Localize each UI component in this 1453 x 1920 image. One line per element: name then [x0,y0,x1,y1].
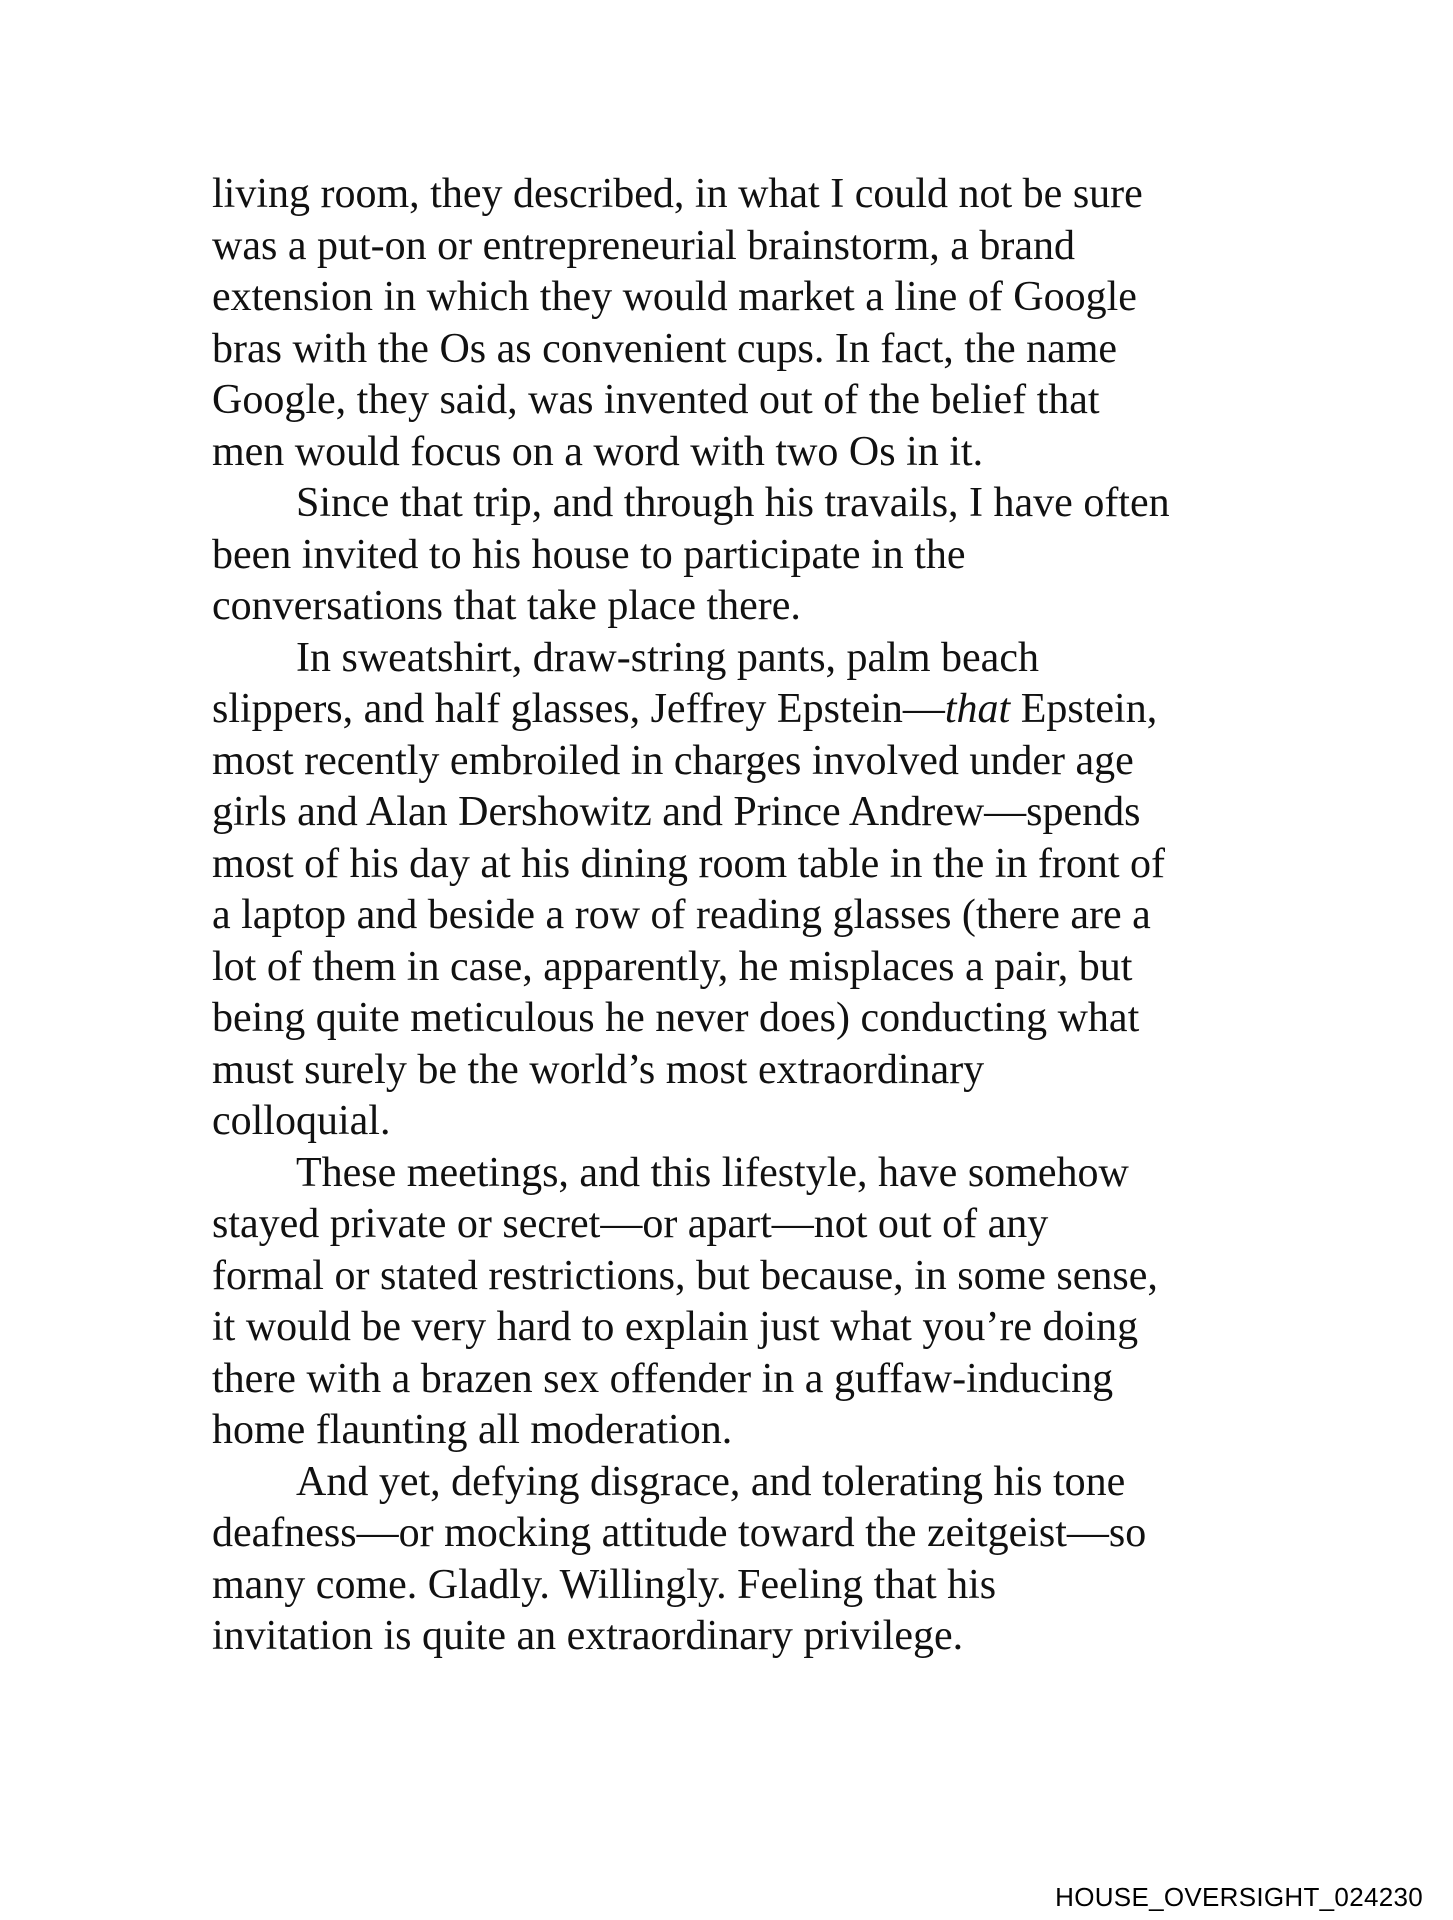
paragraph [212,169,1262,478]
text-line: stayed private or secret—or apart—not out of any [212,1201,1049,1247]
text-line: most of his day at his dining room table in the in front of [212,840,1166,887]
text-line: living room, they described, in what I could not be sure [212,171,1143,217]
text-line: conversations that take place there. [212,583,801,629]
bates-number: HOUSE_OVERSIGHT_024230 [1055,1882,1423,1912]
text-line: must surely be the world’s most extraordinary [212,1046,985,1093]
paragraph [212,1457,1262,1663]
paragraph [212,633,1262,1148]
paragraph [212,1148,1262,1457]
text-line: most recently embroiled in charges involved under age [212,737,1134,784]
text-line: Since that trip, and through his travails, I have often [296,480,1170,526]
text-line: bras with the Os as convenient cups. In fact, the name [212,325,1118,372]
text-line: home flaunting all moderation. [212,1407,733,1453]
text-line: a laptop and beside a row of reading glasses (there are a [212,892,1151,938]
text-line: being quite meticulous he never does) conducting what [212,995,1140,1041]
text-line: it would be very hard to explain just what you’re doing [212,1304,1139,1350]
text-line: been invited to his house to participate in the [212,531,966,578]
text-line: And yet, defying disgrace, and tolerating his tone [296,1458,1126,1505]
text-segment: Epstein, [1010,686,1158,732]
emphasized-text: that [944,686,1011,732]
text-line: lot of them in case, apparently, he misplaces a pair, but [212,943,1133,990]
text-line [212,684,1262,736]
text-segment: slippers, and half glasses, Jeffrey Epstein— [212,686,945,732]
text-line: there with a brazen sex offender in a guffaw-inducing [212,1355,1114,1402]
text-line: deafness—or mocking attitude toward the zeitgeist—so [212,1510,1147,1556]
text-line: colloquial. [212,1098,391,1144]
text-line: In sweatshirt, draw-string pants, palm beach [296,634,1039,681]
text-line: men would focus on a word with two Os in it. [212,428,984,475]
text-line: extension in which they would market a line of Google [212,274,1137,320]
text-line: many come. Gladly. Willingly. Feeling that his [212,1561,997,1608]
paragraph [212,478,1262,633]
text-line: girls and Alan Dershowitz and Prince Andrew—spends [212,789,1141,835]
text-line: was a put-on or entrepreneurial brainstorm, a brand [212,222,1076,269]
text-line: Google, they said, was invented out of the belief that [212,377,1100,423]
text-line: formal or stated restrictions, but because, in some sense, [212,1252,1158,1299]
body-text [212,169,1262,1663]
text-line: invitation is quite an extraordinary privilege. [212,1613,964,1659]
text-line: These meetings, and this lifestyle, have somehow [296,1149,1129,1196]
